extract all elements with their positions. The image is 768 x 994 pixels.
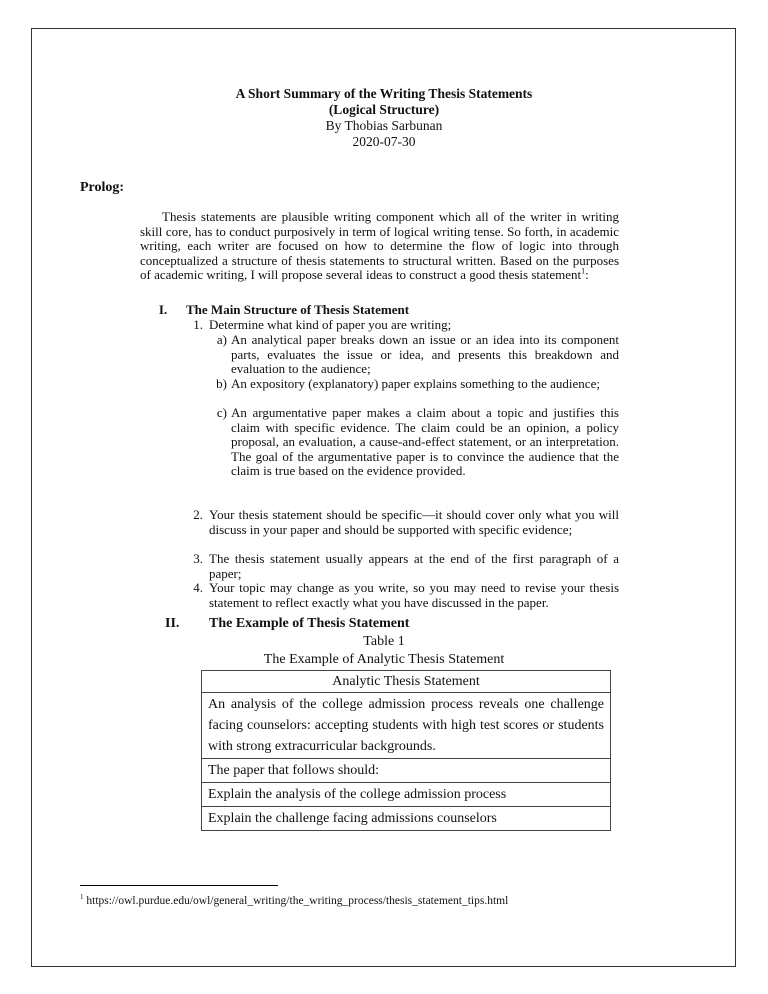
section-2-title: The Example of Thesis Statement — [209, 616, 410, 631]
list-item-number: 1. — [193, 317, 203, 332]
list-item — [193, 580, 619, 610]
list-item — [193, 317, 619, 333]
list-item-text: Your topic may change as you write, so you may need to revise your thesis statement to reflect exactly what you have discussed in the paper. — [209, 580, 619, 610]
table-row — [202, 783, 611, 807]
table-label: Table 1 — [363, 634, 405, 649]
table-cell: The paper that follows should: — [202, 759, 611, 783]
list-item-number: 3. — [193, 551, 203, 566]
list-item-text: Your thesis statement should be specific—it should cover only what you will discuss in your paper and should be supported with specific evidence; — [209, 507, 619, 537]
list-item — [193, 551, 619, 581]
table-cell: An analysis of the college admission process reveals one challenge facing counselors: accepting students with high test scores or students with strong extracurricular backgrounds. — [202, 693, 611, 759]
document-title: A Short Summary of the Writing Thesis Statements — [235, 86, 533, 101]
document-title-block — [0, 86, 768, 150]
table-cell: Explain the analysis of the college admission process — [202, 783, 611, 807]
footnote-mark: 1 — [80, 893, 84, 902]
footnote-reference[interactable]: 1 — [581, 266, 586, 276]
prolog-paragraph-text: Thesis statements are plausible writing component which all of the writer in writing skill core, has to conduct purposively in term of logical writing tense. So forth, in academic writing, each writer are focused on how to determine the flow of logic into through conceptualized a structure of thesis statements to structural written. Based on the purposes of academic writing, I will propose several ideas to construct a good thesis statement — [140, 209, 619, 282]
table-row — [202, 693, 611, 759]
document-subtitle: (Logical Structure) — [328, 102, 440, 117]
section-2-number: II. — [165, 616, 180, 631]
footnote-divider — [80, 885, 278, 886]
section-1-number: I. — [158, 302, 168, 317]
list-item-letter: a) — [216, 332, 227, 347]
list-item-text: An argumentative paper makes a claim about a topic and justifies this claim with specific evidence. The claim could be an opinion, a policy proposal, an evaluation, a cause-and-effect statement, or an interpretation. The goal of the argumentative paper is to convince the audience that the claim is true based on the evidence provided. — [231, 405, 619, 478]
prolog-paragraph — [140, 210, 619, 283]
list-item-text: An expository (explanatory) paper explains something to the audience; — [231, 376, 600, 391]
date-line: 2020-07-30 — [352, 134, 416, 149]
list-item-text: The thesis statement usually appears at the end of the first paragraph of a paper; — [209, 551, 619, 581]
list-item — [193, 507, 619, 537]
section-1-title: The Main Structure of Thesis Statement — [186, 302, 410, 317]
list-item-text: Determine what kind of paper you are writing; — [209, 317, 452, 332]
list-item — [216, 332, 619, 377]
table-cell: Explain the challenge facing admissions counselors — [202, 807, 611, 831]
author-line: By Thobias Sarbunan — [325, 118, 443, 133]
section-1-heading — [140, 302, 409, 318]
list-item-letter: c) — [216, 405, 227, 420]
prolog-colon: : — [585, 267, 589, 282]
table-caption: The Example of Analytic Thesis Statement — [263, 652, 505, 667]
thesis-table — [201, 670, 611, 831]
table-header-cell: Analytic Thesis Statement — [202, 671, 611, 693]
list-item-text: An analytical paper breaks down an issue or an idea into its component parts, evaluates the issue or idea, and presents this breakdown and evaluation to the audience; — [231, 332, 619, 376]
table-header-row — [202, 671, 611, 693]
footnote-link[interactable]: https://owl.purdue.edu/owl/general_writing/the_writing_process/thesis_statement_tips.html — [86, 895, 509, 907]
prolog-heading: Prolog: — [80, 180, 125, 195]
list-item-number: 4. — [193, 580, 203, 595]
table-row — [202, 807, 611, 831]
list-item-letter: b) — [216, 376, 227, 391]
list-item — [216, 376, 619, 392]
list-item-number: 2. — [193, 507, 203, 522]
list-item — [216, 405, 619, 479]
table-row — [202, 759, 611, 783]
footnote — [80, 895, 508, 907]
section-2-heading — [165, 616, 409, 632]
